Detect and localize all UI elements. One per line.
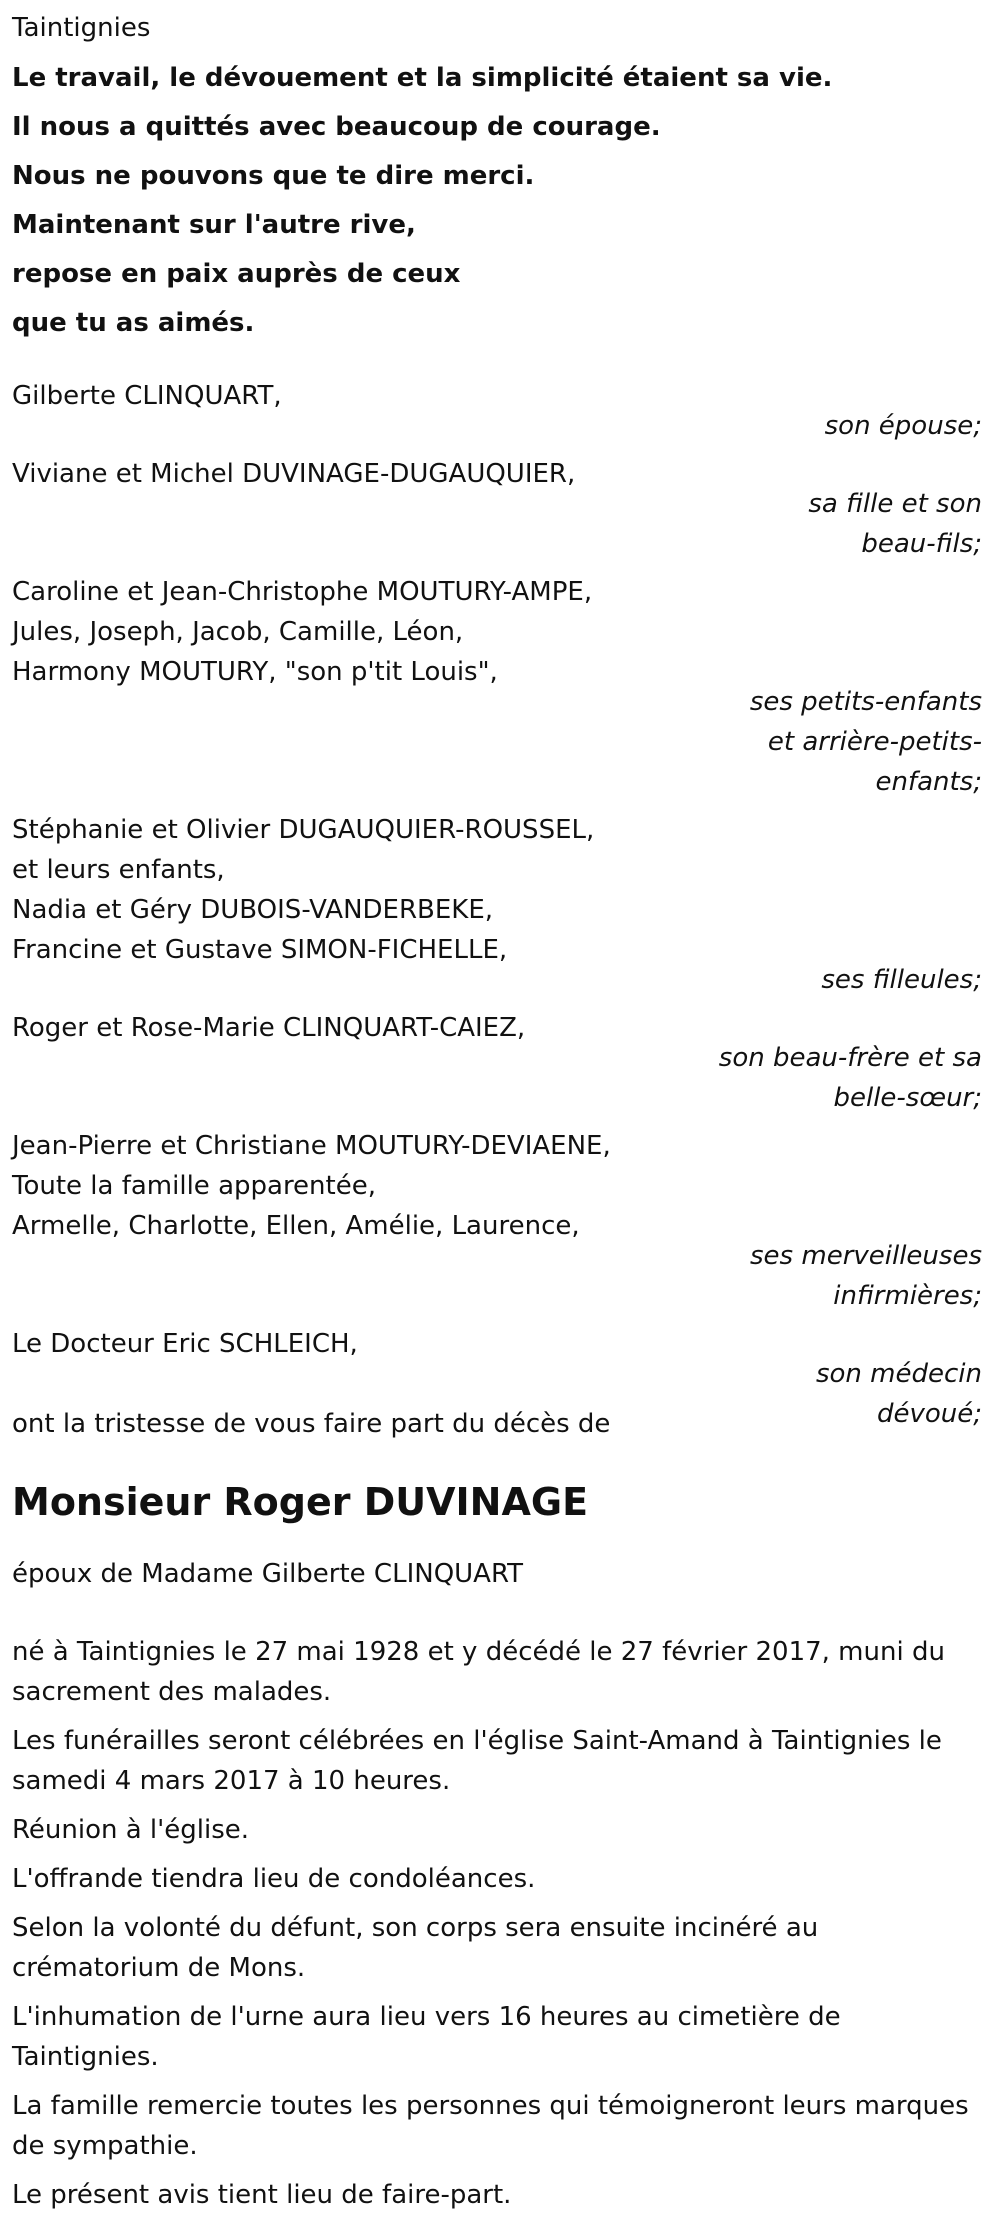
- name-line: Gilberte CLINQUART,: [12, 381, 282, 411]
- family-entry-daughter: [12, 454, 988, 564]
- family-entry-godchildren: [12, 810, 988, 1000]
- relation-line: ses merveilleuses: [750, 1241, 982, 1271]
- funeral-details: [12, 1632, 988, 2215]
- relation-line: infirmières;: [833, 1281, 982, 1311]
- family-entry-grandchildren: [12, 572, 988, 802]
- family-entry-spouse: [12, 376, 988, 446]
- poem-line: que tu as aimés.: [12, 308, 255, 338]
- name-line: Jules, Joseph, Jacob, Camille, Léon,: [12, 617, 464, 647]
- entry-relation: [662, 1354, 982, 1434]
- detail-paragraph: L'inhumation de l'urne aura lieu vers 16 heures au cimetière de Taintignies.: [12, 2002, 841, 2072]
- detail-paragraph: La famille remercie toutes les personnes qui témoigneront leurs marques de sympathie.: [12, 2091, 969, 2161]
- poem-line: Nous ne pouvons que te dire merci.: [12, 161, 535, 191]
- family-list: [12, 376, 988, 1434]
- poem: [12, 54, 988, 348]
- family-entry-doctor: [12, 1324, 988, 1434]
- relation-line: son médecin: [815, 1359, 982, 1389]
- relation-line: dévoué;: [876, 1399, 982, 1429]
- relation-line: son épouse;: [824, 411, 982, 441]
- detail-paragraph: Réunion à l'église.: [12, 1815, 250, 1845]
- name-line: Jean-Pierre et Christiane MOUTURY-DEVIAENE,: [12, 1131, 611, 1161]
- detail-paragraph: L'offrande tiendra lieu de condoléances.: [12, 1864, 536, 1894]
- name-line: Roger et Rose-Marie CLINQUART-CAIEZ,: [12, 1013, 526, 1043]
- name-line: Nadia et Géry DUBOIS-VANDERBEKE,: [12, 895, 494, 925]
- entry-relation: [662, 406, 982, 446]
- spouse-line: époux de Madame Gilberte CLINQUART: [12, 1559, 524, 1589]
- poem-line: repose en paix auprès de ceux: [12, 259, 461, 289]
- relation-line: belle-sœur;: [833, 1083, 982, 1113]
- name-line: Stéphanie et Olivier DUGAUQUIER-ROUSSEL,: [12, 815, 595, 845]
- poem-line: Il nous a quittés avec beaucoup de courage.: [12, 112, 661, 142]
- detail-paragraph: Selon la volonté du défunt, son corps sera ensuite incinéré au crématorium de Mons.: [12, 1913, 819, 1983]
- name-line: Harmony MOUTURY, "son p'tit Louis",: [12, 657, 498, 687]
- name-line: Toute la famille apparentée,: [12, 1171, 376, 1201]
- name-line: Armelle, Charlotte, Ellen, Amélie, Laurence,: [12, 1211, 580, 1241]
- name-line: Francine et Gustave SIMON-FICHELLE,: [12, 935, 508, 965]
- relation-line: enfants;: [875, 767, 982, 797]
- town-name: Taintignies: [12, 13, 151, 43]
- entry-relation: [662, 1038, 982, 1118]
- entry-relation: [662, 960, 982, 1000]
- name-line: Le Docteur Eric SCHLEICH,: [12, 1329, 358, 1359]
- poem-line: Le travail, le dévouement et la simplicité étaient sa vie.: [12, 63, 833, 93]
- entry-names: [12, 1126, 988, 1246]
- obituary-notice: [12, 10, 988, 2215]
- entry-relation: [662, 682, 982, 802]
- deceased-name: Monsieur Roger DUVINAGE: [12, 1480, 589, 1524]
- entry-relation: [662, 484, 982, 564]
- family-entry-nurses: [12, 1126, 988, 1316]
- name-line: Viviane et Michel DUVINAGE-DUGAUQUIER,: [12, 459, 576, 489]
- relation-line: son beau-frère et sa: [718, 1043, 982, 1073]
- entry-names: [12, 572, 988, 692]
- closing-statement: ont la tristesse de vous faire part du décès de: [12, 1409, 611, 1439]
- name-line: Caroline et Jean-Christophe MOUTURY-AMPE,: [12, 577, 593, 607]
- poem-line: Maintenant sur l'autre rive,: [12, 210, 416, 240]
- detail-paragraph: Le présent avis tient lieu de faire-part.: [12, 2180, 512, 2210]
- detail-paragraph: né à Taintignies le 27 mai 1928 et y décédé le 27 février 2017, muni du sacrement des malades.: [12, 1637, 945, 1707]
- relation-line: et arrière-petits-: [767, 727, 982, 757]
- relation-line: beau-fils;: [861, 529, 982, 559]
- name-line: et leurs enfants,: [12, 855, 225, 885]
- detail-paragraph: Les funérailles seront célébrées en l'église Saint-Amand à Taintignies le samedi 4 mars 2017 à 10 heures.: [12, 1726, 942, 1796]
- relation-line: ses petits-enfants: [749, 687, 982, 717]
- relation-line: ses filleules;: [821, 965, 982, 995]
- family-entry-in-laws: [12, 1008, 988, 1118]
- relation-line: sa fille et son: [808, 489, 982, 519]
- entry-names: [12, 810, 988, 970]
- entry-relation: [662, 1236, 982, 1316]
